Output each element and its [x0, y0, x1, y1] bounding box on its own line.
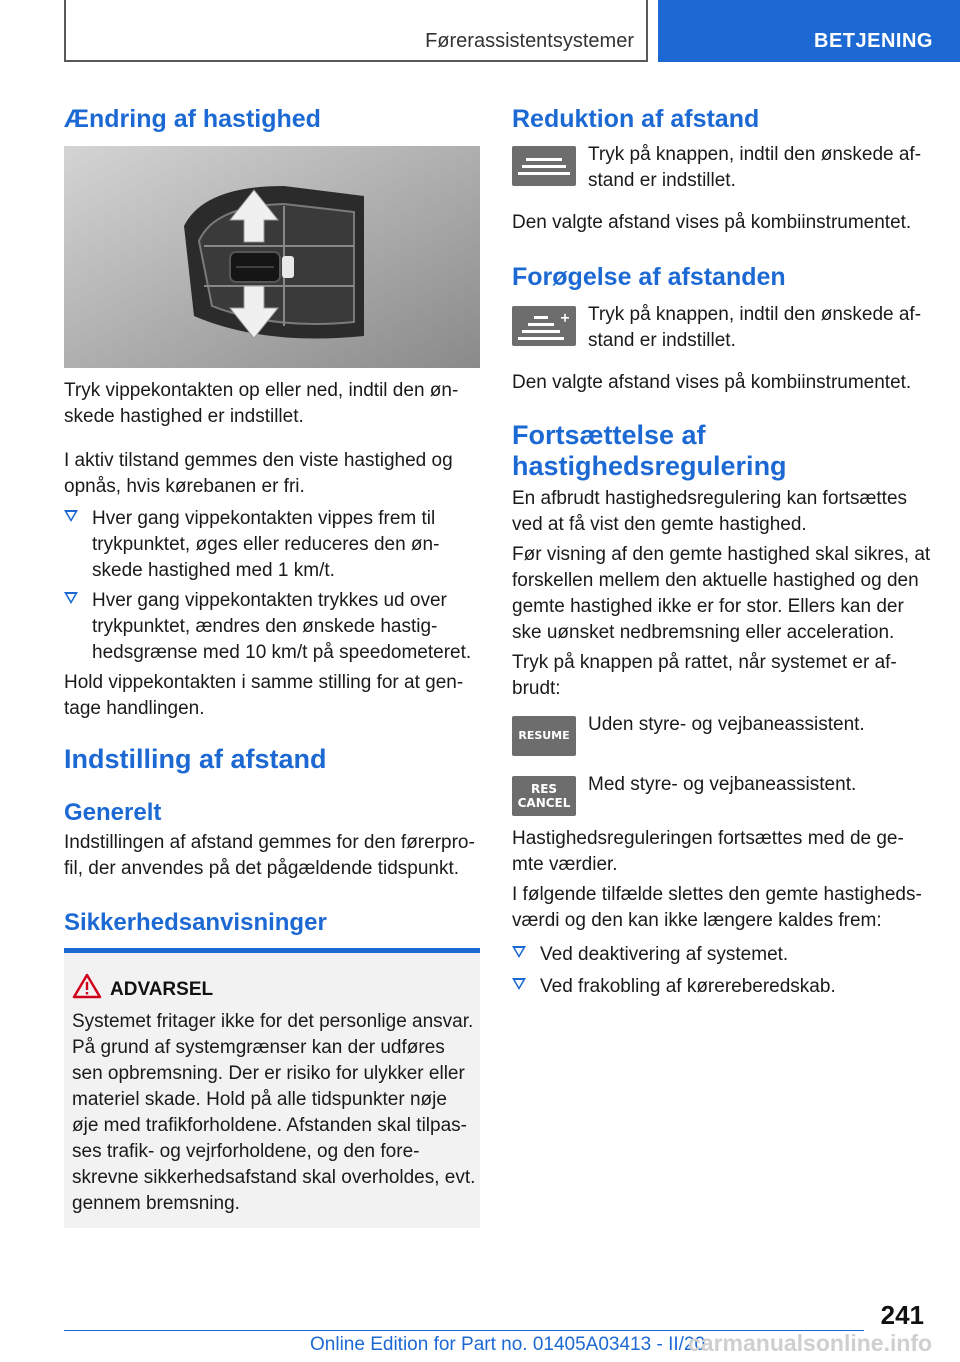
distance-increase-button-icon	[512, 306, 576, 346]
header-chapter-label: BETJENING	[814, 30, 933, 52]
paragraph-rocker-instruction: Tryk vippekontakten op eller ned, indtil den øn-skede hastighed er indstillet.	[64, 380, 459, 427]
distance-bars-plus-icon	[512, 306, 576, 346]
increase-instruction: Tryk på knappen, indtil den ønskede af-stand er indstillet.	[588, 304, 922, 351]
distance-bars-icon	[512, 146, 576, 186]
list-item	[64, 588, 484, 666]
warning-title: ADVARSEL	[110, 979, 214, 1000]
bullet-text: Hver gang vippekontakten vippes frem til trykpunktet, øges eller reduceres den øn-skede hastighed med 1 km/t.	[92, 508, 440, 581]
paragraph-press-button: Tryk på knappen på rattet, når systemet er af-brudt:	[512, 652, 897, 699]
heading-distance-setting: Indstilling af afstand	[64, 744, 327, 774]
list-item	[512, 974, 928, 1000]
warning-triangle-icon	[72, 973, 102, 999]
heading-resume-speed-control: Fortsættelse af hastighedsregulering	[512, 420, 787, 481]
reduce-instruction: Tryk på knappen, indtil den ønskede af-stand er indstillet.	[588, 144, 922, 191]
bullet-triangle-icon	[512, 978, 526, 990]
list-item	[512, 942, 928, 968]
reduce-note: Den valgte afstand vises på kombiinstrumentet.	[512, 212, 912, 233]
resume-description: Uden styre- og vejbaneassistent.	[588, 714, 865, 735]
paragraph-resume-intro: En afbrudt hastighedsregulering kan fortsættes ved at få vist den gemte hastighed.	[512, 488, 908, 535]
bullet-text: Ved frakobling af kørereberedskab.	[540, 976, 836, 997]
resume-button-icon	[512, 716, 576, 756]
paragraph-distance-profile: Indstillingen af afstand gemmes for den førerpro-fil, der anvendes på det pågældende tidspunkt.	[64, 832, 475, 879]
header-section-title: Førerassistentsystemer	[425, 30, 634, 52]
warning-box	[64, 948, 480, 1228]
bullet-triangle-icon	[64, 592, 78, 604]
res-label: RES	[530, 782, 558, 796]
bullet-text: Ved deaktivering af systemet.	[540, 944, 789, 965]
footer-edition: Online Edition for Part no. 01405A03413 - II/20	[310, 1334, 706, 1355]
steering-wheel-switch-image	[64, 146, 480, 368]
header-section-box	[64, 0, 648, 62]
rocker-switch-illustration	[64, 146, 480, 368]
increase-note: Den valgte afstand vises på kombiinstrumentet.	[512, 372, 912, 393]
page-number: 241	[880, 1300, 924, 1330]
res-cancel-button-label	[512, 782, 576, 822]
header-chapter-tab[interactable]	[658, 0, 960, 62]
resume-button-label: RESUME	[518, 729, 570, 742]
heading-increase-distance: Forøgelse af afstanden	[512, 263, 786, 291]
bullet-triangle-icon	[512, 946, 526, 958]
cancel-label: CANCEL	[517, 796, 571, 810]
heading-general: Generelt	[64, 799, 162, 826]
bullet-text: Hver gang vippekontakten trykkes ud over trykpunktet, ændres den ønskede hastig-hedsgrænse med 10 km/t på speedometeret.	[92, 590, 472, 663]
heading-speed-change: Ændring af hastighed	[64, 105, 321, 133]
distance-reduce-button-icon	[512, 146, 576, 186]
bullet-triangle-icon	[64, 510, 78, 522]
warning-text: Systemet fritager ikke for det personlige ansvar. På grund af systemgrænser kan der udføres sen opbremsning. Der er risiko for ulykker eller materiel skade. Hold på alle tidspunkter nøje øje med trafikforholdene. Afstanden skal tilpas-ses trafik- og vejrforholdene, og den fore-skrevne sikkerhedsafstand skal overholdes, evt. gennem bremsning.	[72, 1011, 476, 1214]
list-item	[64, 506, 480, 584]
res-cancel-description: Med styre- og vejbaneassistent.	[588, 774, 857, 795]
footer-watermark: carmanualsonline.info	[688, 1330, 933, 1356]
heading-safety-notes: Sikkerhedsanvisninger	[64, 909, 327, 936]
heading-reduce-distance: Reduktion af afstand	[512, 105, 760, 133]
paragraph-resume-check: Før visning af den gemte hastighed skal sikres, at forskellen mellem den aktuelle hastighed og den gemte hastighed ikke er for stor. Ellers kan der ske uønsket nedbremsning eller acceleration.	[512, 544, 931, 643]
paragraph-resume-stored: Hastighedsreguleringen fortsættes med de ge-mte værdier.	[512, 828, 904, 875]
paragraph-hold-switch: Hold vippekontakten i samme stilling for at gen-tage handlingen.	[64, 672, 464, 719]
paragraph-delete-cases: I følgende tilfælde slettes den gemte hastigheds-værdi og den kan ikke længere kaldes frem:	[512, 884, 922, 931]
paragraph-active-mode: I aktiv tilstand gemmes den viste hastighed og opnås, hvis kørebanen er fri.	[64, 450, 453, 497]
res-cancel-button-icon	[512, 776, 576, 816]
